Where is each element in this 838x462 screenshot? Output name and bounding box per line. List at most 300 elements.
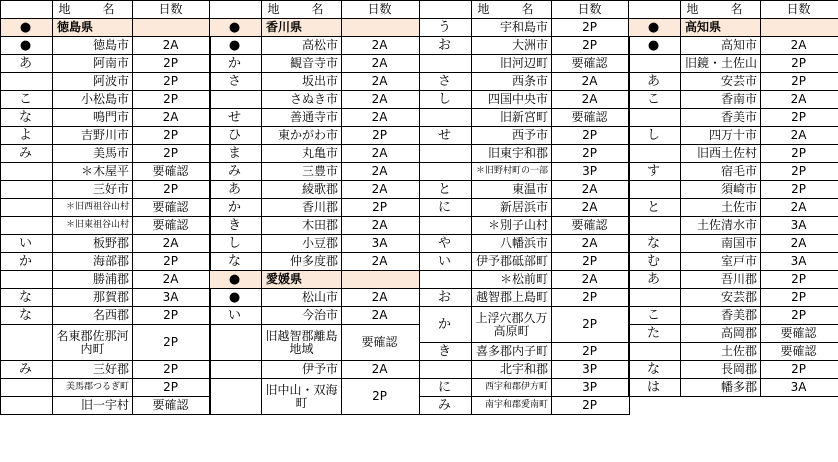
table-row: [420, 253, 630, 271]
days-cell: 要確認: [133, 217, 211, 235]
days-cell: 3P: [552, 379, 630, 397]
table-row: [420, 271, 630, 289]
city-cell: 室戸市: [681, 253, 761, 271]
kana-cell: た: [629, 325, 681, 343]
kana-cell: き: [210, 217, 262, 235]
kana-cell: [420, 217, 472, 235]
city-cell: 阿波市: [53, 73, 133, 91]
days-cell: 2A: [342, 253, 420, 271]
city-cell: 綾歌郡: [262, 181, 342, 199]
kana-cell: [1, 163, 53, 181]
city-cell: 徳島県: [53, 19, 133, 37]
days-cell: 2P: [552, 127, 630, 145]
city-cell: 観音寺市: [262, 55, 342, 73]
table-row: [1, 109, 211, 127]
header-city: 地 名: [472, 1, 552, 19]
city-cell: ＊木屋平: [53, 163, 133, 181]
days-cell: 2P: [133, 379, 211, 397]
table-row: [629, 55, 838, 73]
kana-cell: ●: [210, 289, 262, 307]
kagawa-ehime-block: [209, 0, 420, 415]
kana-cell: み: [1, 361, 53, 379]
kana-cell: [1, 217, 53, 235]
city-cell: 名西郡: [53, 307, 133, 325]
days-cell: 3A: [133, 289, 211, 307]
header-city: 地 名: [262, 1, 342, 19]
kana-cell: [420, 55, 472, 73]
kana-cell: ●: [210, 37, 262, 55]
table-row: [210, 325, 420, 361]
table-row: [210, 361, 420, 379]
table-row: [420, 397, 630, 415]
kana-cell: ●: [210, 271, 262, 289]
kana-cell: [1, 397, 53, 415]
table-row: [420, 55, 630, 73]
table-row: [629, 253, 838, 271]
city-cell: 香美郡: [681, 307, 761, 325]
kana-cell: [210, 325, 262, 361]
table-row: [210, 55, 420, 73]
days-cell: 2A: [342, 73, 420, 91]
header-days: 日数: [342, 1, 420, 19]
city-cell: 安芸市: [681, 73, 761, 91]
days-cell: [133, 19, 211, 37]
city-cell: 宇和島市: [472, 19, 552, 37]
city-cell: 須崎市: [681, 181, 761, 199]
days-cell: [761, 19, 838, 37]
city-cell: 三好市: [53, 181, 133, 199]
city-cell: 旧新宮町: [472, 109, 552, 127]
days-cell: 2P: [133, 325, 211, 361]
city-cell: 宿毛市: [681, 163, 761, 181]
city-cell: 旧中山・双海町: [262, 379, 342, 415]
table-row: [210, 289, 420, 307]
days-cell: 2A: [552, 181, 630, 199]
kana-cell: な: [210, 253, 262, 271]
days-cell: 2P: [133, 307, 211, 325]
city-cell: 徳島市: [53, 37, 133, 55]
city-cell: 上浮穴郡久万高原町: [472, 307, 552, 343]
city-cell: 吉野川市: [53, 127, 133, 145]
table-row: [629, 271, 838, 289]
table-row: [1, 55, 211, 73]
city-cell: 木田郡: [262, 217, 342, 235]
days-cell: 2P: [133, 91, 211, 109]
table-row: [629, 379, 838, 397]
days-cell: 2A: [552, 235, 630, 253]
kana-cell: こ: [629, 307, 681, 325]
days-cell: 要確認: [133, 397, 211, 415]
days-cell: 2P: [133, 73, 211, 91]
days-cell: 要確認: [552, 217, 630, 235]
header-city: 地 名: [681, 1, 761, 19]
kochi-block: [628, 0, 838, 397]
table-row: [420, 181, 630, 199]
table-row: [210, 235, 420, 253]
kana-cell: ●: [1, 37, 53, 55]
days-cell: 2P: [133, 55, 211, 73]
kana-cell: あ: [1, 55, 53, 73]
city-cell: ＊旧野村町の一部: [472, 163, 552, 181]
kana-cell: な: [1, 307, 53, 325]
table-row: [420, 163, 630, 181]
table-row: [420, 145, 630, 163]
days-cell: 2P: [761, 181, 838, 199]
header-kana: [420, 1, 472, 19]
kana-cell: に: [420, 379, 472, 397]
header-row: [420, 1, 630, 19]
table-row: [629, 325, 838, 343]
days-cell: 要確認: [133, 163, 211, 181]
city-cell: 美馬市: [53, 145, 133, 163]
city-cell: 越智郡上島町: [472, 289, 552, 307]
city-cell: 小松島市: [53, 91, 133, 109]
city-cell: ＊旧西祖谷山村: [53, 199, 133, 217]
days-cell: 2A: [761, 91, 838, 109]
days-cell: 2A: [342, 289, 420, 307]
table-row: [629, 361, 838, 379]
table-row: [210, 253, 420, 271]
table-row: [420, 235, 630, 253]
table-row: [629, 145, 838, 163]
city-cell: 南宇和郡愛南町: [472, 397, 552, 415]
table-row: [210, 181, 420, 199]
kana-cell: し: [210, 235, 262, 253]
city-cell: 今治市: [262, 307, 342, 325]
kana-cell: と: [420, 181, 472, 199]
table-row: [629, 217, 838, 235]
table-row: [210, 91, 420, 109]
city-cell: 香美市: [681, 109, 761, 127]
header-kana: [629, 1, 681, 19]
table-row: [210, 145, 420, 163]
days-cell: 2P: [761, 109, 838, 127]
table-row: [210, 217, 420, 235]
table-row: [420, 289, 630, 307]
kana-cell: [629, 109, 681, 127]
header-days: 日数: [761, 1, 838, 19]
city-cell: 香川県: [262, 19, 342, 37]
kana-cell: ●: [629, 19, 681, 37]
days-cell: 2P: [342, 199, 420, 217]
days-cell: 2A: [552, 271, 630, 289]
kana-cell: [1, 325, 53, 361]
city-cell: 伊予市: [262, 361, 342, 379]
table-row: [420, 73, 630, 91]
kana-cell: み: [1, 145, 53, 163]
city-cell: 四国中央市: [472, 91, 552, 109]
kana-cell: よ: [1, 127, 53, 145]
kana-cell: い: [210, 307, 262, 325]
ehime-table: [419, 0, 630, 415]
table-row: [1, 397, 211, 415]
kana-cell: さ: [420, 73, 472, 91]
city-cell: 仲多度郡: [262, 253, 342, 271]
days-cell: 2A: [761, 37, 838, 55]
days-cell: 2P: [133, 253, 211, 271]
days-cell: 要確認: [133, 199, 211, 217]
table-row: [1, 235, 211, 253]
city-cell: 吾川郡: [681, 271, 761, 289]
days-cell: 2P: [761, 55, 838, 73]
kana-cell: な: [629, 235, 681, 253]
kana-cell: [210, 91, 262, 109]
days-cell: 2P: [552, 397, 630, 415]
table-row: [629, 199, 838, 217]
days-cell: 2A: [133, 235, 211, 253]
days-cell: 要確認: [342, 325, 420, 361]
days-cell: 2P: [552, 343, 630, 361]
table-row: [420, 379, 630, 397]
city-cell: 松山市: [262, 289, 342, 307]
days-cell: [342, 271, 420, 289]
table-row: [1, 289, 211, 307]
table-row: [1, 307, 211, 325]
kana-cell: う: [420, 19, 472, 37]
table-row: [1, 361, 211, 379]
table-row: [1, 127, 211, 145]
table-row: [1, 91, 211, 109]
table-row: [1, 199, 211, 217]
days-cell: 2P: [552, 37, 630, 55]
days-cell: 2P: [761, 145, 838, 163]
days-cell: 2P: [133, 127, 211, 145]
kana-cell: [420, 145, 472, 163]
table-row: [420, 109, 630, 127]
header-row: [210, 1, 420, 19]
days-cell: 2P: [552, 253, 630, 271]
table-row: [1, 73, 211, 91]
table-row: [420, 91, 630, 109]
header-days: 日数: [133, 1, 211, 19]
kana-cell: な: [1, 109, 53, 127]
days-cell: 2A: [342, 145, 420, 163]
city-cell: 北宇和郡: [472, 361, 552, 379]
days-cell: 2P: [761, 289, 838, 307]
kana-cell: [629, 289, 681, 307]
city-cell: 小豆郡: [262, 235, 342, 253]
city-cell: 旧一宇村: [53, 397, 133, 415]
table-row: [210, 307, 420, 325]
kana-cell: し: [629, 127, 681, 145]
days-cell: 2A: [133, 271, 211, 289]
table-row: [210, 127, 420, 145]
kana-cell: [629, 145, 681, 163]
kana-cell: [629, 343, 681, 361]
kana-cell: あ: [629, 73, 681, 91]
days-cell: 2P: [761, 271, 838, 289]
days-cell: 2P: [761, 73, 838, 91]
days-cell: 2P: [342, 379, 420, 415]
table-row: [1, 181, 211, 199]
kana-cell: お: [420, 37, 472, 55]
header-row: [1, 1, 211, 19]
city-cell: 鳴門市: [53, 109, 133, 127]
city-cell: 旧東宇和郡: [472, 145, 552, 163]
table-row: [210, 199, 420, 217]
kana-cell: [629, 217, 681, 235]
city-cell: ＊別子山村: [472, 217, 552, 235]
days-cell: 2A: [342, 91, 420, 109]
city-cell: 善通寺市: [262, 109, 342, 127]
days-cell: 要確認: [552, 55, 630, 73]
table-row: [210, 163, 420, 181]
table-row: [420, 217, 630, 235]
table-row: [420, 19, 630, 37]
table-row: [1, 271, 211, 289]
table-row: [629, 163, 838, 181]
city-cell: 旧西土佐村: [681, 145, 761, 163]
kana-cell: い: [1, 235, 53, 253]
city-cell: 土佐郡: [681, 343, 761, 361]
kana-cell: あ: [210, 181, 262, 199]
kana-cell: か: [420, 307, 472, 343]
table-row: [629, 235, 838, 253]
table-row: [629, 73, 838, 91]
days-cell: 要確認: [552, 109, 630, 127]
kana-cell: か: [210, 55, 262, 73]
table-row: [629, 127, 838, 145]
prefecture-row: [210, 271, 420, 289]
table-row: [1, 163, 211, 181]
days-cell: 2A: [761, 127, 838, 145]
kana-cell: に: [420, 199, 472, 217]
city-cell: 南国市: [681, 235, 761, 253]
kana-cell: か: [1, 253, 53, 271]
kana-cell: [1, 181, 53, 199]
kana-cell: ま: [210, 145, 262, 163]
city-cell: 名東郡佐那河内町: [53, 325, 133, 361]
kana-cell: [1, 73, 53, 91]
header-row: [629, 1, 838, 19]
header-kana: [210, 1, 262, 19]
city-cell: 高岡郡: [681, 325, 761, 343]
table-row: [629, 307, 838, 325]
days-cell: 2A: [342, 109, 420, 127]
kana-cell: と: [629, 199, 681, 217]
days-cell: 2A: [342, 181, 420, 199]
table-row: [1, 145, 211, 163]
city-cell: 高松市: [262, 37, 342, 55]
city-cell: 香南市: [681, 91, 761, 109]
kana-cell: こ: [629, 91, 681, 109]
days-cell: 2P: [342, 127, 420, 145]
kana-cell: み: [210, 163, 262, 181]
table-row: [629, 37, 838, 55]
header-kana: [1, 1, 53, 19]
kochi-table: [628, 0, 838, 397]
city-cell: 幡多郡: [681, 379, 761, 397]
days-cell: 3P: [552, 361, 630, 379]
city-cell: 伊予郡砥部町: [472, 253, 552, 271]
days-cell: 2P: [552, 289, 630, 307]
kana-cell: ひ: [210, 127, 262, 145]
table-row: [1, 325, 211, 361]
city-cell: 安芸郡: [681, 289, 761, 307]
table-row: [629, 181, 838, 199]
days-cell: 2P: [761, 163, 838, 181]
table-row: [629, 91, 838, 109]
kagawa-table: [209, 0, 420, 415]
table-row: [629, 343, 838, 361]
city-cell: 東かがわ市: [262, 127, 342, 145]
table-row: [210, 379, 420, 415]
days-cell: 2A: [552, 199, 630, 217]
city-cell: 喜多郡内子町: [472, 343, 552, 361]
kana-cell: お: [420, 289, 472, 307]
days-cell: 2P: [761, 307, 838, 325]
kana-cell: な: [629, 361, 681, 379]
kana-cell: [1, 199, 53, 217]
days-cell: 2P: [133, 361, 211, 379]
prefecture-row: [210, 19, 420, 37]
city-cell: 旧河辺町: [472, 55, 552, 73]
kana-cell: [210, 379, 262, 415]
table-row: [420, 37, 630, 55]
prefecture-row: [629, 19, 838, 37]
city-cell: 大洲市: [472, 37, 552, 55]
city-cell: ＊旧東祖谷山村: [53, 217, 133, 235]
kana-cell: [420, 163, 472, 181]
kana-cell: [210, 361, 262, 379]
days-cell: 3A: [761, 379, 838, 397]
kana-cell: [420, 361, 472, 379]
days-cell: 2A: [342, 37, 420, 55]
table-row: [1, 253, 211, 271]
days-cell: 2A: [761, 199, 838, 217]
days-cell: 2A: [342, 217, 420, 235]
days-cell: 2P: [552, 145, 630, 163]
kana-cell: [629, 55, 681, 73]
kana-cell: [629, 181, 681, 199]
kana-cell: [1, 379, 53, 397]
ehime-continued-block: [419, 0, 630, 415]
kana-cell: す: [629, 163, 681, 181]
tokushima-block: [0, 0, 211, 415]
kana-cell: ●: [1, 19, 53, 37]
city-cell: 旧鏡・土佐山: [681, 55, 761, 73]
table-row: [1, 379, 211, 397]
kana-cell: む: [629, 253, 681, 271]
city-cell: 香川郡: [262, 199, 342, 217]
days-cell: 2P: [133, 145, 211, 163]
kana-cell: さ: [210, 73, 262, 91]
city-cell: 東温市: [472, 181, 552, 199]
days-cell: 2P: [552, 19, 630, 37]
days-cell: 3A: [761, 253, 838, 271]
days-cell: 2A: [133, 37, 211, 55]
city-cell: 那賀郡: [53, 289, 133, 307]
kana-cell: ●: [629, 37, 681, 55]
table-row: [420, 361, 630, 379]
city-cell: 板野郡: [53, 235, 133, 253]
kana-cell: せ: [210, 109, 262, 127]
days-cell: [342, 19, 420, 37]
table-row: [210, 109, 420, 127]
kana-cell: か: [210, 199, 262, 217]
days-cell: 2A: [342, 307, 420, 325]
kana-cell: い: [420, 253, 472, 271]
days-cell: 要確認: [761, 325, 838, 343]
days-cell: 2P: [761, 361, 838, 379]
table-row: [629, 109, 838, 127]
city-cell: 旧越智郡離島地域: [262, 325, 342, 361]
city-cell: 丸亀市: [262, 145, 342, 163]
table-row: [629, 289, 838, 307]
kana-cell: あ: [629, 271, 681, 289]
city-cell: 長岡郡: [681, 361, 761, 379]
city-cell: 美馬郡つるぎ町: [53, 379, 133, 397]
